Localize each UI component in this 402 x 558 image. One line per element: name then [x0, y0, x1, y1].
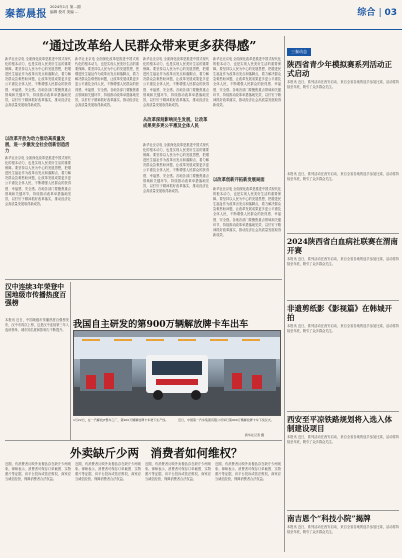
divider-photo-story: [5, 440, 282, 441]
divider-right-column: [284, 36, 285, 552]
section-tag: 三秦动态: [287, 48, 311, 56]
right-column: [287, 38, 399, 543]
truck-scene-image: [74, 331, 281, 416]
masthead: [0, 0, 402, 30]
main-body-col2: 新华社北京电 全面深化改革是推进中国式现代化的根本动力，也是实现人民美好生活的重要保障。要坚持以人民为中心的发展思想，把增进民生福祉作为改革出发点和落脚点，着力解决群众急难愁盼问题，让改革发展成果更多更公平惠及全体人民，不断增强人民群众的获得感、幸福感、安全感。各地各部门要聚焦重点领域和关键环节，持续推动改革举措落地见效，以钉钉子精神抓好改革落实，推动经济社会高质量发展取得新成效。: [75, 57, 139, 107]
bottom-body-col4: 近期，有消费者反映外卖餐品存在缺斤少两现象。律师表示，消费者可保存订单截图、实物照片等证据，向平台投诉或依法维权，商家应当诚信经营，保障消费者合法权益。: [215, 462, 281, 482]
right-story-3-body: 本报讯 近日，系列活动在西安启动，来自全省各地的选手参加比赛，活动将持续至年底，吸引了众多群众关注。: [287, 324, 399, 334]
bottom-story-headline: 外卖缺斤少两 消费者如何维权？: [70, 446, 243, 460]
section-name: 综合: [357, 8, 376, 18]
bottom-body-col3: 近期，有消费者反映外卖餐品存在缺斤少两现象。律师表示，消费者可保存订单截图、实物照片等证据，向平台投诉或依法维权，商家应当诚信经营，保障消费者合法权益。: [145, 462, 211, 482]
main-subhead-2: 从改革深刻影响民生发展，让改革成果更多更公平惠及全体人民: [143, 118, 208, 129]
divider-left-story: [70, 282, 71, 440]
left-story-body: 本报讯 近日，中国地级市传播热度百强榜发布，汉中市再次上榜，这是汉中连续第三年入选该榜单，城市知名度和影响力不断提升。: [5, 318, 69, 333]
main-subhead-3: 以改革创新开拓新发展局面: [213, 178, 265, 183]
meta-line-1: 2024年1月 第…期: [50, 5, 81, 9]
main-body-col3b: 新华社北京电 全面深化改革是推进中国式现代化的根本动力，也是实现人民美好生活的重要保障。要坚持以人民为中心的发展思想，把增进民生福祉作为改革出发点和落脚点，着力解决群众急难愁盼问题，让改革发展成果更多更公平惠及全体人民，不断增强人民群众的获得感、幸福感、安全感。各地各部门要聚焦重点领域和关键环节，持续推动改革举措落地见效，以钉钉子精神抓好改革落实，推动经济社会高质量发展取得新成效。: [143, 143, 209, 193]
bottom-body-col1: 近期，有消费者反映外卖餐品存在缺斤少两现象。律师表示，消费者可保存订单截图、实物照片等证据，向平台投诉或依法维权，商家应当诚信经营，保障消费者合法权益。: [5, 462, 71, 482]
main-subhead-1: 以改革开放为动力推动高质量发展，进一步激发全社会创新创造活力: [5, 137, 70, 154]
right-story-2-body: 本报讯 近日，系列活动在西安启动，来自全省各地的选手参加比赛，活动将持续至年底，吸引了众多群众关注。: [287, 257, 399, 267]
publication-meta: [50, 5, 81, 15]
main-body-col1: 新华社北京电 全面深化改革是推进中国式现代化的根本动力，也是实现人民美好生活的重要保障。要坚持以人民为中心的发展思想，把增进民生福祉作为改革出发点和落脚点，着力解决群众急难愁盼问题，让改革发展成果更多更公平惠及全体人民，不断增强人民群众的获得感、幸福感、安全感。各地各部门要聚焦重点领域和关键环节，持续推动改革举措落地见效，以钉钉子精神抓好改革落实，推动经济社会高质量发展取得新成效。: [5, 57, 71, 107]
divider-main-story: [5, 279, 282, 280]
right-divider-1: [287, 233, 399, 234]
right-story-1-headline: 陕西省青少年模拟赛系列活动正式启动: [287, 60, 392, 78]
right-story-3-headline: 非遗剪纸影《影视篇》在韩城开拍: [287, 304, 392, 322]
section-label: 综合 | 03: [357, 8, 397, 18]
bottom-body-col2: 近期，有消费者反映外卖餐品存在缺斤少两现象。律师表示，消费者可保存订单截图、实物照片等证据，向平台投诉或依法维权，商家应当诚信经营，保障消费者合法权益。: [75, 462, 141, 482]
right-story-5-headline: 南吉恩个“科技小院”揭牌: [287, 514, 371, 523]
main-body-col3: 新华社北京电 全面深化改革是推进中国式现代化的根本动力，也是实现人民美好生活的重要保障。要坚持以人民为中心的发展思想，把增进民生福祉作为改革出发点和落脚点，着力解决群众急难愁盼问题，让改革发展成果更多更公平惠及全体人民，不断增强人民群众的获得感、幸福感、安全感。各地各部门要聚焦重点领域和关键环节，持续推动改革举措落地见效，以钉钉子精神抓好改革落实，推动经济社会高质量发展取得新成效。: [143, 57, 209, 107]
right-story-1-body: 本报讯 近日，系列活动在西安启动，来自全省各地的选手参加比赛，活动将持续至年底，吸引了众多群众关注。: [287, 80, 399, 90]
right-story-4-headline: 西安至平凉铁路规划将入选入体制建设项目: [287, 415, 392, 433]
page-number: 03: [384, 8, 397, 18]
right-divider-2: [287, 300, 399, 301]
left-story-headline: 汉中连续3年荣登中国地级市传播热度百强榜: [5, 283, 67, 308]
truck-factory-photo: [73, 330, 281, 416]
right-story-1-body-more: 本报讯 近日，系列活动在西安启动，来自全省各地的选手参加比赛，活动将持续至年底，吸引了众多群众关注。: [287, 172, 399, 182]
right-divider-3: [287, 411, 399, 412]
meta-line-2: 编辑 校对 美编 …: [50, 10, 79, 14]
main-body-col1b: 新华社北京电 全面深化改革是推进中国式现代化的根本动力，也是实现人民美好生活的重要保障。要坚持以人民为中心的发展思想，把增进民生福祉作为改革出发点和落脚点，着力解决群众急难愁盼问题，让改革发展成果更多更公平惠及全体人民，不断增强人民群众的获得感、幸福感、安全感。各地各部门要聚焦重点领域和关键环节，持续推动改革举措落地见效，以钉钉子精神抓好改革落实，推动经济社会高质量发展取得新成效。: [5, 156, 71, 206]
right-divider-4: [287, 510, 399, 511]
main-body-col4: 新华社北京电 全面深化改革是推进中国式现代化的根本动力，也是实现人民美好生活的重要保障。要坚持以人民为中心的发展思想，把增进民生福祉作为改革出发点和落脚点，着力解决群众急难愁盼问题，让改革发展成果更多更公平惠及全体人民，不断增强人民群众的获得感、幸福感、安全感。各地各部门要聚焦重点领域和关键环节，持续推动改革举措落地见效，以钉钉子精神抓好改革落实，推动经济社会高质量发展取得新成效。: [213, 57, 281, 107]
photo-caption-left: 1月22日，在一汽解放J7整车工厂，第900万辆解放牌卡车驶下生产线。: [73, 418, 169, 422]
right-story-4-body: 本报讯 近日，系列活动在西安启动，来自全省各地的选手参加比赛，活动将持续至年底，吸引了众多群众关注。: [287, 435, 399, 445]
photo-credit: 新华社记者 摄: [245, 433, 264, 437]
right-story-5-body: 本报讯 近日，系列活动在西安启动，来自全省各地的选手参加比赛，活动将持续至年底，吸引了众多群众关注。: [287, 525, 399, 535]
right-story-2-headline: 2024陕西省白血病社联赛在渭南开赛: [287, 237, 398, 255]
main-body-col4b: 新华社北京电 全面深化改革是推进中国式现代化的根本动力，也是实现人民美好生活的重要保障。要坚持以人民为中心的发展思想，把增进民生福祉作为改革出发点和落脚点，着力解决群众急难愁盼问题，让改革发展成果更多更公平惠及全体人民，不断增强人民群众的获得感、幸福感、安全感。各地各部门要聚焦重点领域和关键环节，持续推动改革举措落地见效，以钉钉子精神抓好改革落实，推动经济社会高质量发展取得新成效。: [213, 187, 281, 237]
photo-story-title: 我国自主研发的第900万辆解放牌卡车出车: [73, 319, 249, 330]
newspaper-logo: 秦都晨报: [5, 9, 47, 20]
main-headline: “通过改革给人民群众带来更多获得感”: [42, 38, 257, 53]
photo-caption-right: 近日，中国第一汽车集团有限公司举行第900万辆解放牌卡车下线仪式。: [178, 418, 274, 422]
